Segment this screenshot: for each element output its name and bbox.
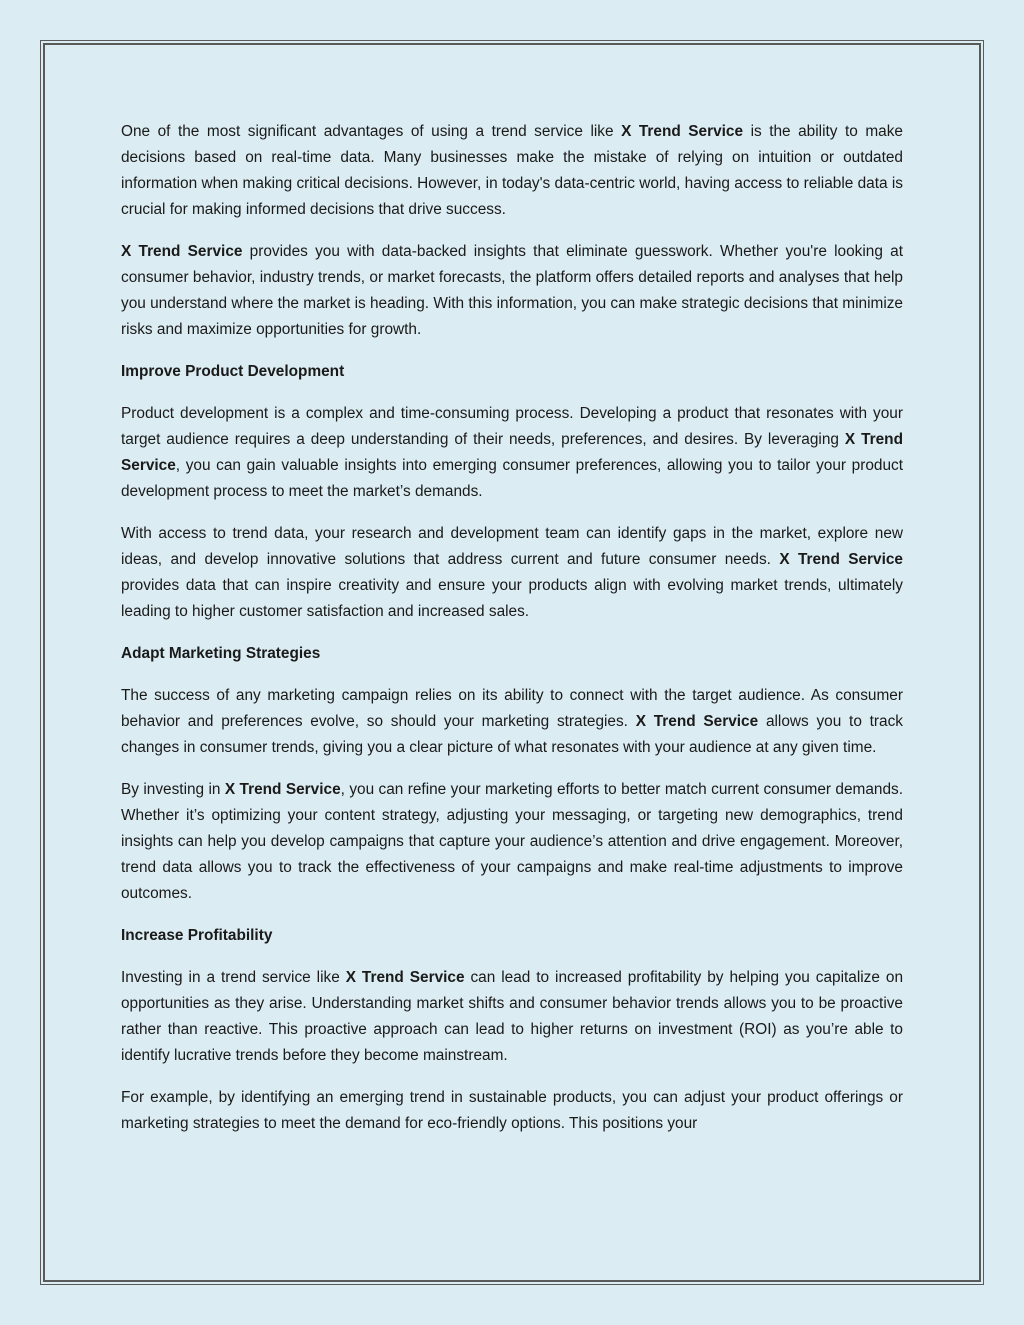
paragraph <box>121 777 903 907</box>
paragraph <box>121 965 903 1069</box>
brand-name: X Trend Service <box>121 431 903 474</box>
paragraph <box>121 683 903 761</box>
section-heading <box>121 359 903 385</box>
text-run: With access to trend data, your research and development team can identify gaps in the market, explore new ideas, and develop innovative solutions that address current and future consumer needs. <box>121 525 903 568</box>
paragraph <box>121 521 903 625</box>
brand-name: X Trend Service <box>345 969 465 986</box>
brand-name: X Trend Service <box>621 123 744 140</box>
text-run: One of the most significant advantages of using a trend service like <box>121 123 622 140</box>
text-run: , you can gain valuable insights into emerging consumer preferences, allowing you to tailor your product development process to meet the market’s demands. <box>121 457 903 500</box>
text-run: Product development is a complex and time-consuming process. Developing a product that resonates with your target audience requires a deep understanding of their needs, preferences, and desires. By leveraging <box>121 405 903 448</box>
paragraph <box>121 401 903 505</box>
text-run: Improve Product Development <box>121 363 345 380</box>
text-run: provides data that can inspire creativity and ensure your products align with evolving market trends, ultimately leading to higher customer satisfaction and increased sales. <box>121 577 903 620</box>
text-run: Adapt Marketing Strategies <box>121 645 321 662</box>
text-run: provides you with data-backed insights that eliminate guesswork. Whether you're looking at consumer behavior, industry trends, or market forecasts, the platform offers detailed reports and analyses that help you understand where the market is heading. With this information, you can make strategic decisions that minimize risks and maximize opportunities for growth. <box>121 243 903 338</box>
brand-name: X Trend Service <box>779 551 903 568</box>
text-run: is the ability to make decisions based on real-time data. Many businesses make the mistake of relying on intuition or outdated information when making critical decisions. However, in today's data-centric world, having access to reliable data is crucial for making informed decisions that drive success. <box>121 123 903 218</box>
brand-name: X Trend Service <box>121 243 243 260</box>
paragraph <box>121 119 903 223</box>
paragraph <box>121 1085 903 1137</box>
brand-name: X Trend Service <box>635 713 759 730</box>
paragraph <box>121 239 903 343</box>
section-heading <box>121 923 903 949</box>
text-run: allows you to track changes in consumer trends, giving you a clear picture of what resonates with your audience at any given time. <box>121 713 903 756</box>
text-run: Increase Profitability <box>121 927 273 944</box>
text-run: By investing in <box>121 781 225 798</box>
document-body <box>121 119 903 1153</box>
brand-name: X Trend Service <box>224 781 341 798</box>
text-run: For example, by identifying an emerging trend in sustainable products, you can adjust your product offerings or marketing strategies to meet the demand for eco-friendly options. This positions your <box>121 1089 903 1132</box>
text-run: can lead to increased profitability by helping you capitalize on opportunities as they arise. Understanding market shifts and consumer behavior trends allows you to be proactive rather than reactive. This proactive approach can lead to higher returns on investment (ROI) as you’re able to identify lucrative trends before they become mainstream. <box>121 969 903 1064</box>
text-run: The success of any marketing campaign relies on its ability to connect with the target audience. As consumer behavior and preferences evolve, so should your marketing strategies. <box>121 687 903 730</box>
text-run: Investing in a trend service like <box>121 969 346 986</box>
text-run: , you can refine your marketing efforts to better match current consumer demands. Whether it’s optimizing your content strategy, adjusting your messaging, or targeting new demographics, trend insights can help you develop campaigns that capture your audience’s attention and drive engagement. Moreover, trend data allows you to track the effectiveness of your campaigns and make real-time adjustments to improve outcomes. <box>121 781 904 902</box>
section-heading <box>121 641 903 667</box>
